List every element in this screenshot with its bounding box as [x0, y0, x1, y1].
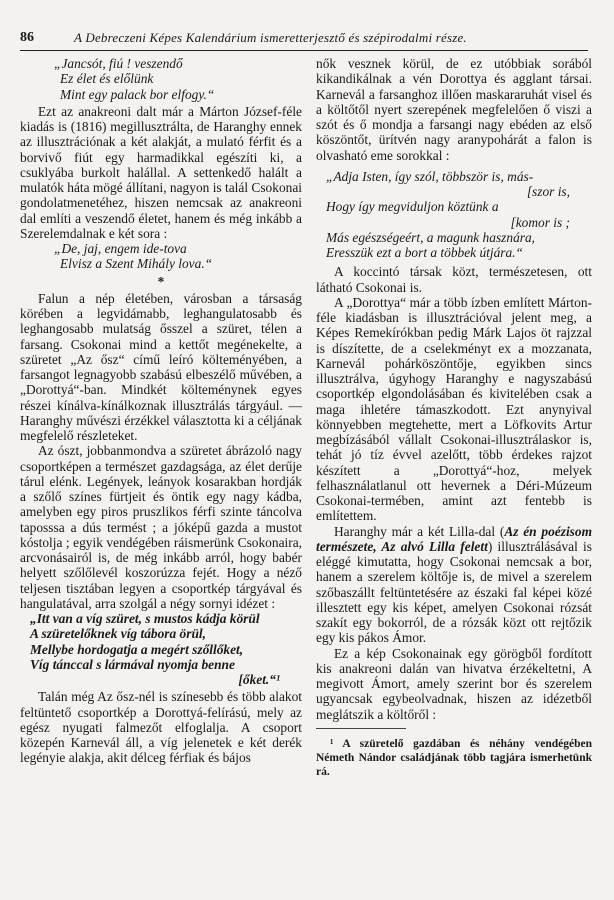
verse-line: „De, jaj, engem ide-tova: [54, 241, 187, 256]
verse-line: „Jancsót, fiú ! veszendő: [54, 56, 183, 71]
paragraph: nők vesznek körül, de ez utóbbiak sorából kikandikálnak a vén Dorottya és agglant társai. Karnevál a farsanghoz illően maskararuhát visel és a költőtől nyert szerepének megfelelően ő viszi a szót és ő mondja a farsangi nagy ebéden az első köszöntőt, ürítvén nagy aranypohárát a falon is olvasható eme sorokkal :: [316, 56, 592, 163]
paragraph: [316, 524, 592, 646]
running-title: A Debreczeni Képes Kalendárium ismeretterjesztő és szépirodalmi része.: [74, 30, 467, 45]
verse-line: [őket.“¹: [238, 672, 280, 687]
page-header: [20, 24, 588, 51]
paragraph: Talán még Az ősz-nél is színesebb és több alakot feltüntető csoportkép a Dorottyá-felírású, mely az egész nyugati falmezőt elfoglalja. A csoport közepén Karnevál áll, a víg jelenetek e két derék legényie alakja, akit délceg férfiak és bájos: [20, 689, 302, 766]
verse-line: Hogy így megviduljon köztünk a: [326, 199, 499, 215]
text-run: ) illusztrálásával is eléggé kimutatta, hogy Csokonai nemcsak a bor, hanem a szerelem költője is, de mivel a szerelem szőbaszállt feltüntetésére az északi fal képei közé illesztett egy kis képet, amelyen Csokonai rózsát szakít egy bokorról, de a rózsák közt ott rejtőzik egy kis pákos Ámor.: [316, 538, 592, 646]
verse-4: [316, 169, 592, 261]
verse-line: [szor is,: [526, 184, 570, 199]
paragraph: A koccintó társak közt, természetesen, ott látható Csokonai is.: [316, 264, 592, 295]
italic-title: Az én poézisom természete, Az alvó Lilla felett: [316, 523, 592, 554]
verse-line: Más egészségeért, a magunk hasznára,: [326, 229, 536, 245]
text-run: Haranghy már a két Lilla-dal (: [334, 523, 505, 539]
section-separator: *: [157, 273, 165, 289]
verse-3: [20, 611, 302, 687]
verse-line: Elvisz a Szent Mihály lova.“: [60, 256, 213, 272]
verse-line: Mint egy palack bor elfogy.“: [60, 86, 215, 102]
paragraph: Az ószt, jobbanmondva a szüretet ábrázoló nagy csoportképen a természet gazdagsága, az élet derűje tárul elénk. Legények, leányok kosarakban hordják a szőlő színes fürtjeit és öntik egy nagy kádba, amelyben egy piros pruszlikos férfi szinte táncolva taposssa a dús termést ; a jóképű gazda a mustot kóstolja ; egyik vendégében ráismerünk Csokonaira, arcvonásairól is, de még inkább arról, hogy babér helyett szőlőlevél koszorúzza fejét. Hogy a néző teljesen tisztában legyen a csoportkép tárgyával és hangulatával, arra szolgál a négy sornyi idézet :: [20, 443, 302, 611]
verse-line: [komor is ;: [510, 214, 570, 230]
verse-line: „Adja Isten, így szól, többször is, más-: [326, 168, 534, 184]
paragraph: Falun a nép életében, városban a társaság körében a legvidámabb, leghangulatosabb és leghangosabb mulatság ősszel a szüret, télen a farsang. Csokonai mind a kettőt megénekelte, a szüretet „Az ősz“ című leíró költeményében, a farsangot legnagyobb szabású elbeszélő művében, a „Dorottyá“-ban. Mindkét költeménynek egyes részei kínálva-kínálkoznak illusztrálás tárgyául. — Haranghy művészi érzékkel választotta ki a céljának megfelelő részleteket.: [20, 290, 302, 443]
verse-line: Mellybe hordogatja a megért szőllőket,: [30, 641, 244, 657]
right-column: [316, 56, 592, 779]
paragraph: Ez a kép Csokonainak egy görögből fordított kis anakreoni dalán van hivatva érzékeltetni, A megivott Ámort, amely szerint bor és szerelem ugyancsak egybeolvadnak, hiszen az idézetből meglátszik a költőről :: [316, 645, 592, 722]
footnote-rule: [316, 728, 406, 729]
footnote: ¹ A szüretelő gazdában és néhány vendégében Németh Nándor családjának több tagjára ismerhetünk rá.: [316, 737, 592, 778]
verse-line: Ez élet és előlünk: [60, 71, 154, 87]
page-number: 86: [20, 30, 34, 45]
verse-1: [20, 56, 302, 102]
paragraph: A „Dorottya“ már a több ízben említett Márton-féle kiadásban is illusztrációval jelent meg, a Képes Remekírókban pedig Márk Lajos öt rajzzal is díszítette, de a cselekményt ex a mozzanata, Karnevál pohárköszöntője, egyikben sincs illusztrálva, úgyhogy Haranghy e nagyszabású csoportkép elgondolásában és kivitelében csak a maga ihletére támaszkodott. Ezt anynyival könnyebben megtehette, mert a Löfkovits Artur megbízásából vállalt Csokonai-illusztrálaskor is, tehát jó tíz évvel azelőtt, több érdekes rajzot készített a „Dorottyá“-hoz, melyek felhasználatlanul ott hevernek a Déri-Múzeum Csokonai-termében, amint azt fentebb is említettem.: [316, 294, 592, 524]
left-column: [20, 56, 302, 766]
verse-line: „Itt van a víg szüret, s mustos kádja körül: [30, 611, 260, 626]
verse-2: [20, 241, 302, 272]
verse-line: Víg tánccal s lármával nyomja benne: [30, 656, 235, 672]
verse-line: Eresszük ezt a bort a többek útjára.“: [326, 245, 524, 260]
verse-line: A szüretelőknek víg tábora örül,: [30, 626, 206, 642]
paragraph: Ezt az anakreoni dalt már a Márton József-féle kiadás is (1816) megillusztrálta, de Haranghy ennek az illusztrációnak a két alakját, a mulató férfit és a borvivő fiút egy harmadikkal egészíti ki, a csuklyába burkolt halállal. A settenkedő halált a mulatók háta mögé állítani, nagyon is talál Csokonai gondolatmenetéhez, hiszen nemcsak az anakreoni dal említi a veszendő életet, hanem és még inkább a Szerelemdalnak e két sora :: [20, 103, 302, 241]
